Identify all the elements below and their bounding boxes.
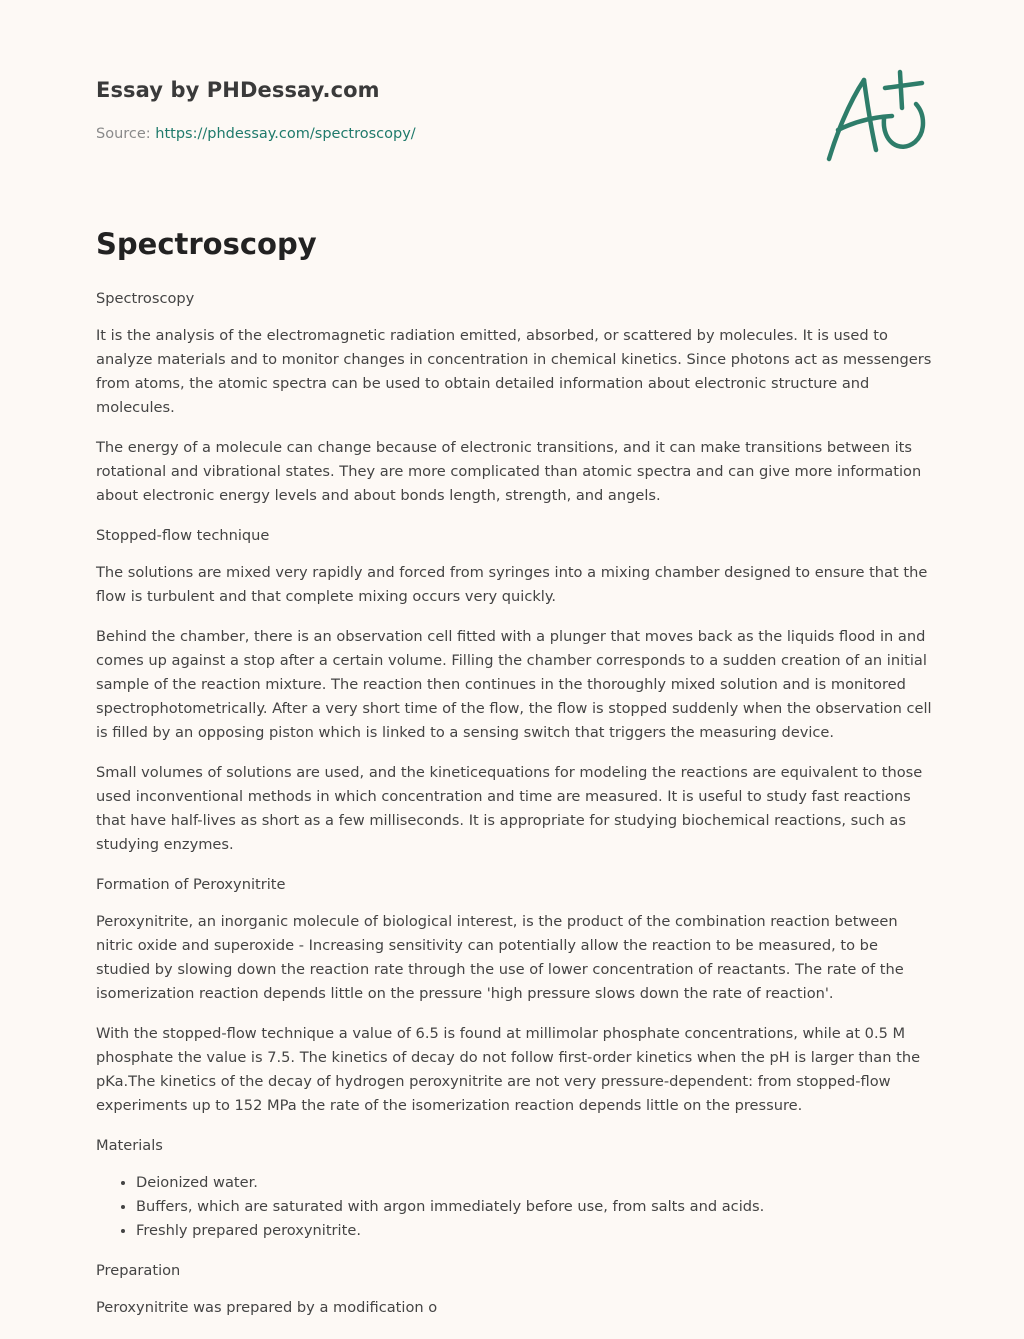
list-item: • Freshly prepared peroxynitrite. — [136, 1219, 932, 1243]
essay-title: Spectroscopy — [96, 227, 317, 261]
list-item: • Buffers, which are saturated with argon immediately before use, from salts and acids. — [136, 1195, 932, 1219]
section-heading-peroxynitrite: Formation of Peroxynitrite — [96, 876, 286, 893]
paragraph: Peroxynitrite, an inorganic molecule of biological interest, is the product of the combination reaction between nitric oxide and superoxide - Increasing sensitivity can potentially allow the reaction to be measured, to be studied by slowing down the reaction rate through the use of lower concentration of reactants. The rate of the isomerization reaction depends little on the pressure 'high pressure slows down the rate of reaction'. — [96, 913, 904, 1002]
site-title: Essay by PHDessay.com — [96, 78, 380, 102]
source-label: Source: — [96, 126, 151, 142]
paragraph: It is the analysis of the electromagnetic radiation emitted, absorbed, or scattered by molecules. It is used to analyze materials and to monitor changes in concentration in chemical kinetics. Since photons act as messengers from atoms, the atomic spectra can be used to obtain detailed information about electronic structure and molecules. — [96, 327, 932, 416]
section-heading-preparation: Preparation — [96, 1262, 181, 1279]
paragraph: The energy of a molecule can change because of electronic transitions, and it can make transitions between its rotational and vibrational states. They are more complicated than atomic spectra and can give more information about electronic energy levels and about bonds length, strength, and angels. — [96, 439, 922, 504]
paragraph: With the stopped-flow technique a value of 6.5 is found at millimolar phosphate concentrations, while at 0.5 M phosphate the value is 7.5. The kinetics of decay do not follow first-order kinetics when the pH is larger than the pKa.The kinetics of the decay of hydrogen peroxynitrite are not very pressure-dependent: from stopped-flow experiments up to 152 MPa the rate of the isomerization reaction depends little on the pressure. — [96, 1025, 921, 1114]
source-line — [96, 124, 416, 144]
paragraph: The solutions are mixed very rapidly and forced from syringes into a mixing chamber designed to ensure that the flow is turbulent and that complete mixing occurs very quickly. — [96, 564, 928, 605]
paragraph: Peroxynitrite was prepared by a modification o — [96, 1299, 438, 1316]
paragraph: Small volumes of solutions are used, and the kineticequations for modeling the reactions are equivalent to those used inconventional methods in which concentration and time are measured. It is useful to study fast reactions that have half-lives as short as a few milliseconds. It is appropriate for studying biochemical reactions, such as studying enzymes. — [96, 764, 923, 853]
section-heading-materials: Materials — [96, 1137, 163, 1154]
essay-content — [96, 224, 932, 1336]
paragraph: Behind the chamber, there is an observation cell fitted with a plunger that moves back as the liquids flood in and comes up against a stop after a certain volume. Filling the chamber corresponds to a sudden creation of an initial sample of the reaction mixture. The reaction then continues in the thoroughly mixed solution and is monitored spectrophotometrically. After a very short time of the flow, the flow is stopped suddenly when the observation cell is filled by an opposing piston which is linked to a sensing switch that triggers the measuring device. — [96, 628, 932, 741]
section-heading-stopped-flow: Stopped-flow technique — [96, 527, 270, 544]
list-item: • Deionized water. — [136, 1171, 932, 1195]
section-heading-spectroscopy: Spectroscopy — [96, 290, 195, 307]
a-plus-logo-icon — [822, 66, 930, 166]
page-header — [96, 76, 416, 144]
materials-list — [96, 1171, 932, 1243]
source-link[interactable]: https://phdessay.com/spectroscopy/ — [155, 126, 416, 142]
